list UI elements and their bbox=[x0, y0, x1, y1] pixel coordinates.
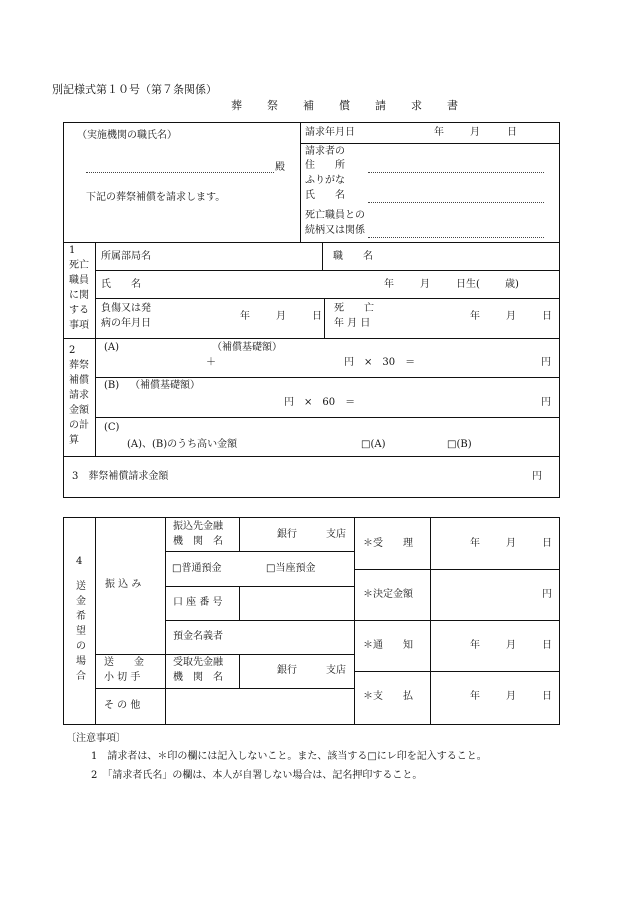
death-date-label-2: 年 月 日 bbox=[334, 318, 371, 329]
birth-year-label: 年 bbox=[384, 279, 394, 290]
shiharai-day: 日 bbox=[542, 691, 552, 702]
death-year-label: 年 bbox=[470, 311, 480, 322]
day-label: 日 bbox=[507, 127, 517, 138]
section4-label-line: の bbox=[76, 641, 86, 652]
death-day-label: 日 bbox=[542, 311, 552, 322]
tsuchi-day: 日 bbox=[542, 640, 552, 651]
notes-heading: 〔注意事項〕 bbox=[66, 733, 126, 744]
year-label: 年 bbox=[434, 127, 444, 138]
injury-date-label: 負傷又は発 bbox=[101, 303, 151, 314]
calc-a-formula: 円 × 30 ＝ bbox=[344, 357, 416, 368]
total-amount-label: 3 葬祭補償請求金額 bbox=[72, 471, 169, 482]
section2-label-line: 金額 bbox=[69, 405, 89, 416]
shiharai-month: 月 bbox=[506, 691, 516, 702]
sokin-label: 送 金 bbox=[104, 657, 144, 668]
recv-bank-label: 受取先金融 bbox=[173, 657, 223, 668]
sonota-label: そ の 他 bbox=[104, 700, 141, 711]
relation-label-2: 続柄又は関係 bbox=[305, 225, 365, 236]
toza-checkbox[interactable]: □当座預金 bbox=[266, 563, 316, 574]
calc-a-plus: ＋ bbox=[206, 357, 216, 368]
tsuchi-month: 月 bbox=[506, 640, 516, 651]
account-holder-label: 預金名義者 bbox=[173, 631, 223, 642]
agency-input-line[interactable] bbox=[86, 172, 274, 173]
request-date-label: 請求年月日 bbox=[305, 127, 355, 138]
agency-label: （実施機関の職氏名） bbox=[77, 130, 177, 141]
injury-date-label-2: 病の年月日 bbox=[101, 318, 151, 329]
option-b-checkbox[interactable]: □(B) bbox=[447, 439, 472, 450]
injury-day-label: 日 bbox=[312, 311, 322, 322]
section2-label-line: 葬祭 bbox=[69, 360, 89, 371]
sokin-label-2: 小 切 手 bbox=[104, 672, 141, 683]
total-amount-yen: 円 bbox=[532, 471, 542, 482]
branch-unit: 支店 bbox=[326, 529, 346, 540]
tsuchi-year: 年 bbox=[470, 640, 480, 651]
futsu-checkbox[interactable]: □普通預金 bbox=[172, 563, 222, 574]
furikomi-label: 振 込 み bbox=[105, 579, 142, 590]
furigana-label: ふりがな bbox=[305, 175, 345, 186]
section2-label-line: 補償 bbox=[69, 375, 89, 386]
juri-month: 月 bbox=[506, 538, 516, 549]
death-date-label: 死 亡 bbox=[334, 303, 374, 314]
bank-unit: 銀行 bbox=[277, 529, 297, 540]
juri-day: 日 bbox=[542, 538, 552, 549]
recv-bank-unit: 銀行 bbox=[277, 665, 297, 676]
form-number: 別記様式第１０号（第７条関係） bbox=[52, 83, 217, 96]
title-char: 求 bbox=[411, 99, 422, 112]
kettei-yen: 円 bbox=[542, 589, 552, 600]
injury-year-label: 年 bbox=[240, 311, 250, 322]
claimant-name-input-line[interactable] bbox=[368, 202, 544, 203]
section4-label-line: 希 bbox=[76, 611, 86, 622]
calc-c-label: (C) bbox=[104, 422, 120, 433]
title-char: 葬 bbox=[231, 99, 242, 112]
calc-b-base: （補償基礎額） bbox=[130, 380, 200, 391]
claimant-name-label: 氏 名 bbox=[305, 190, 345, 201]
title-char: 請 bbox=[375, 99, 386, 112]
document-title bbox=[0, 100, 630, 114]
calc-b-yen: 円 bbox=[541, 397, 551, 408]
bank-label: 振込先金融 bbox=[173, 521, 223, 532]
tsuchi-label: ＊通 知 bbox=[363, 640, 413, 651]
title-char: 祭 bbox=[267, 99, 278, 112]
note-item: 1 請求者は、＊印の欄には記入しないこと。また、該当する□にレ印を記入すること。 bbox=[91, 751, 487, 762]
section4-label-line: 場 bbox=[76, 656, 86, 667]
calc-b-formula: 円 × 60 ＝ bbox=[284, 397, 356, 408]
shiharai-label: ＊支 払 bbox=[363, 691, 413, 702]
juri-label: ＊受 理 bbox=[363, 538, 413, 549]
section1-label-line: 事項 bbox=[69, 320, 89, 331]
kettei-label: ＊決定金額 bbox=[363, 589, 413, 600]
calc-c-text: (A)、(B)のうち高い金額 bbox=[127, 439, 238, 450]
section1-label-line: する bbox=[69, 305, 89, 316]
calc-a-label: (A) bbox=[104, 342, 120, 353]
section4-label-line: 送 bbox=[76, 581, 86, 592]
calc-a-yen: 円 bbox=[541, 357, 551, 368]
option-a-checkbox[interactable]: □(A) bbox=[361, 439, 386, 450]
calc-b-label: (B) bbox=[104, 380, 120, 391]
section4-label-line: 合 bbox=[76, 671, 86, 682]
title-char: 補 bbox=[303, 99, 314, 112]
dept-label: 所属部局名 bbox=[101, 251, 151, 262]
account-number-label: 口 座 番 号 bbox=[173, 597, 223, 608]
recv-branch-unit: 支店 bbox=[326, 665, 346, 676]
remittance-table bbox=[63, 517, 560, 725]
section4-label-line: 望 bbox=[76, 626, 86, 637]
section4-label-line: 4 bbox=[76, 556, 83, 567]
injury-month-label: 月 bbox=[276, 311, 286, 322]
deceased-name-label: 氏 名 bbox=[101, 279, 141, 290]
job-label: 職 名 bbox=[333, 251, 373, 262]
section1-label-line: 職員 bbox=[69, 275, 89, 286]
title-char: 償 bbox=[339, 99, 350, 112]
relation-label: 死亡職員との bbox=[305, 210, 365, 221]
section1-label-line: に関 bbox=[69, 290, 89, 301]
age-label: 歳) bbox=[505, 279, 519, 290]
bank-label-2: 機 関 名 bbox=[173, 536, 223, 547]
recv-bank-label-2: 機 関 名 bbox=[173, 672, 223, 683]
relation-input-line[interactable] bbox=[368, 237, 544, 238]
title-char: 書 bbox=[447, 99, 458, 112]
section1-label-line: 死亡 bbox=[69, 260, 89, 271]
section2-label-line: 請求 bbox=[69, 390, 89, 401]
death-month-label: 月 bbox=[506, 311, 516, 322]
month-label: 月 bbox=[470, 127, 480, 138]
section2-label-line: の計 bbox=[69, 420, 89, 431]
birth-month-label: 月 bbox=[420, 279, 430, 290]
section2-label-line: 算 bbox=[69, 435, 79, 446]
request-text: 下記の葬祭補償を請求します。 bbox=[86, 192, 226, 203]
section1-label-line: 1 bbox=[69, 245, 76, 256]
note-item: 2 「請求者氏名」の欄は、本人が自署しない場合は、記名押印すること。 bbox=[91, 770, 423, 781]
section4-label-line: 金 bbox=[76, 596, 86, 607]
calc-a-base: （補償基礎額） bbox=[212, 342, 282, 353]
shiharai-year: 年 bbox=[470, 691, 480, 702]
claimant-label: 請求者の bbox=[305, 146, 345, 157]
birth-day-label: 日生( bbox=[456, 279, 480, 290]
dono-label: 殿 bbox=[275, 162, 285, 173]
address-input-line[interactable] bbox=[368, 172, 544, 173]
juri-year: 年 bbox=[470, 538, 480, 549]
section2-label-line: 2 bbox=[69, 345, 76, 356]
address-label: 住 所 bbox=[305, 160, 345, 171]
